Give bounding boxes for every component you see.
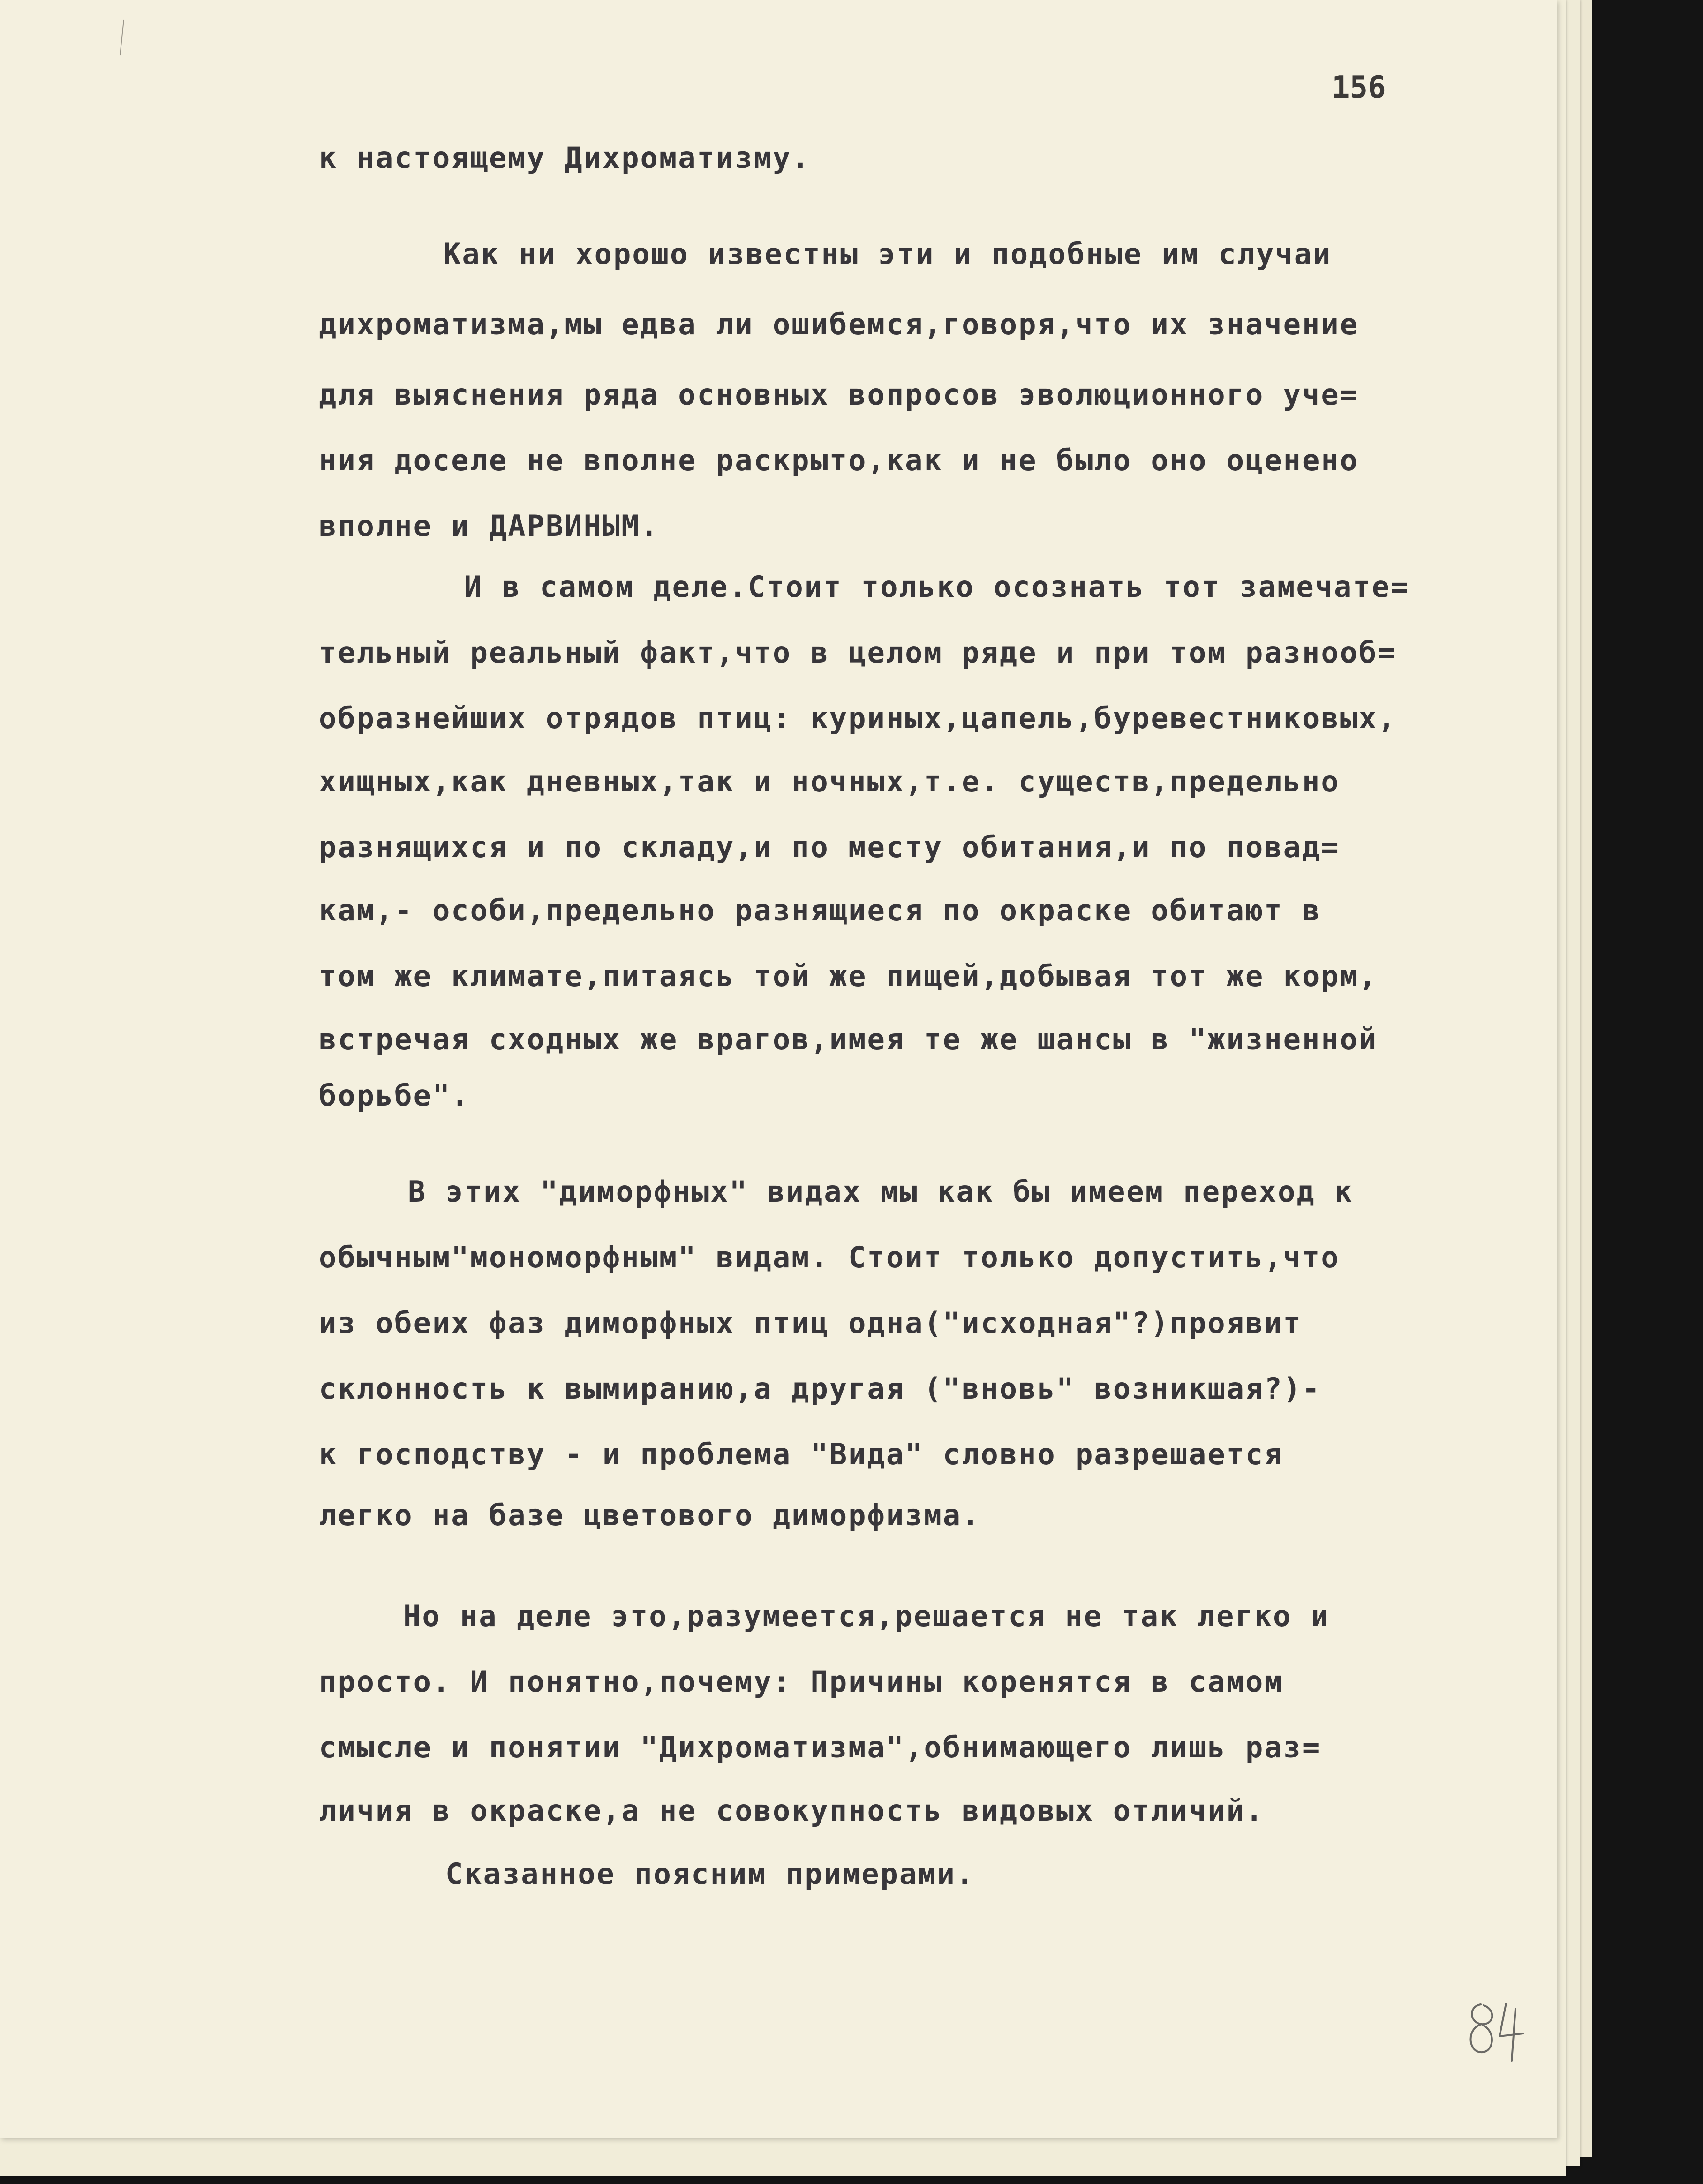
text-line: к господству - и проблема "Вида" словно разрешается bbox=[319, 1437, 1283, 1471]
text-line: ния доселе не вполне раскрыто,как и не было оно оценено bbox=[319, 443, 1359, 477]
text-line: Сказанное поясним примерами. bbox=[445, 1857, 975, 1891]
text-line: для выяснения ряда основных вопросов эволюционного уче= bbox=[319, 377, 1359, 412]
text-line: хищных,как дневных,так и ночных,т.е. существ,предельно bbox=[319, 764, 1340, 798]
handwritten-folio-number bbox=[1463, 1995, 1529, 2065]
text-line: из обеих фаз диморфных птиц одна("исходная"?)проявит bbox=[319, 1306, 1303, 1340]
text-line: том же климате,питаясь той же пищей,добывая тот же корм, bbox=[319, 959, 1378, 993]
text-line: Как ни хорошо известны эти и подобные им случаи bbox=[443, 237, 1332, 271]
text-line: дихроматизма,мы едва ли ошибемся,говоря,что их значение bbox=[319, 307, 1359, 341]
page-number: 156 bbox=[1332, 70, 1386, 105]
text-line: тельный реальный факт,что в целом ряде и при том разнооб= bbox=[319, 635, 1397, 670]
text-line: личия в окраске,а не совокупность видовых отличий. bbox=[319, 1793, 1265, 1828]
text-line: кам,- особи,предельно разнящиеся по окраске обитают в bbox=[319, 893, 1321, 927]
text-line: просто. И понятно,почему: Причины коренятся в самом bbox=[319, 1664, 1283, 1699]
pencil-mark bbox=[117, 19, 127, 56]
text-line: к настоящему Дихроматизму. bbox=[319, 141, 811, 175]
text-line: В этих "диморфных" видах мы как бы имеем переход к bbox=[408, 1175, 1354, 1209]
text-line: разнящихся и по складу,и по месту обитания,и по повад= bbox=[319, 830, 1340, 864]
text-line: встречая сходных же врагов,имея те же шансы в "жизненной bbox=[319, 1022, 1378, 1056]
text-line: борьбе". bbox=[319, 1078, 470, 1113]
text-line: легко на базе цветового диморфизма. bbox=[319, 1498, 981, 1532]
text-line: вполне и ДАРВИНЫМ. bbox=[319, 509, 659, 543]
text-line: И в самом деле.Стоит только осознать тот замечате= bbox=[464, 570, 1410, 604]
text-line: смысле и понятии "Дихроматизма",обнимающего лишь раз= bbox=[319, 1730, 1321, 1764]
text-line: склонность к вымиранию,а другая ("вновь" возникшая?)- bbox=[319, 1371, 1321, 1406]
text-line: обычным"мономорфным" видам. Стоит только допустить,что bbox=[319, 1240, 1340, 1274]
text-line: Но на деле это,разумеется,решается не так легко и bbox=[403, 1599, 1330, 1633]
text-line: образнейших отрядов птиц: куриных,цапель,буревестниковых, bbox=[319, 701, 1397, 735]
